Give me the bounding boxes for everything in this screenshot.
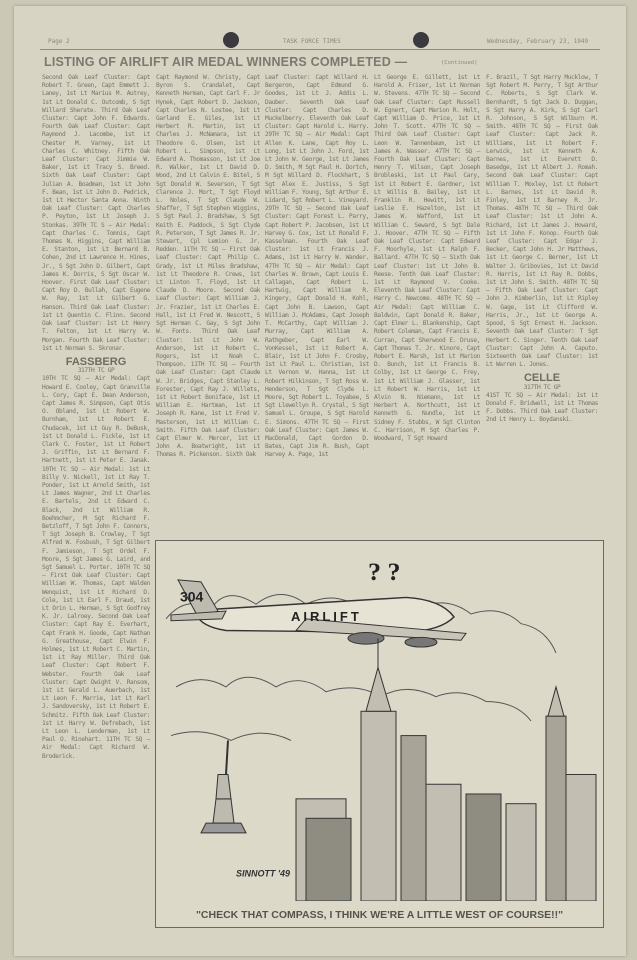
city-skyline bbox=[296, 638, 596, 901]
group-subheading: 317TH TC GP bbox=[77, 367, 115, 375]
punch-hole bbox=[413, 32, 429, 48]
group-subheading: 317TH TC GP bbox=[523, 383, 561, 391]
statue-of-liberty bbox=[201, 740, 246, 832]
article-text: Lt George E. Gillett, 1st Lt Harold A. Friser, 1st Lt Norman W. Stevens. 47TH TC SQ — Second Oak Leaf Cluster: Capt Russell W. Egnert, Capt Marion R. Holt, Capt William D. Price, 1st Lt John T. Scott. 47TH TC SQ — Third Oak Leaf Cluster: Capt Leon W. Tannenbaum, 1st Lt James A. Wasser. 47TH TC SQ — Fourth Oak Leaf Cluster: Capt Henry T. Wilson, Capt Joseph Brobleski, 1st Lt Paul Cary, 1st Lt Robert E. Gardner, 1st Lt Willis B. Bailey, 1st Lt Franklin R. Hewitt, 1st Lt Leslie E. Hazelton, 1st Lt James W. Wafford, 1st Lt William C. Seward, S Sgt Dale J. Hoover. 47TH TC SQ — Fifth Oak Leaf Cluster: Capt Edward F. Moorhyle, 1st Lt Ralph F. Ballard. 47TH TC SQ — Sixth Oak Leaf Cluster: 1st Lt John B. Reese. Tenth Oak Leaf Cluster: 1st Lt Raymond V. Cooke. Eleventh Oak Leaf Cluster: Capt Harry C. Newcome. 48TH TC SQ — Air Medal: Capt William C. Baldwin, Capt Donald R. Baker, Capt Elmer L. Blankenship, Capt Robert Coleman, Capt Francis E. Curran, Capt Sherwood E. Druse, Capt Thomas T. Jr. Kinore, Capt Robert E. Marsh, 1st Lt Marion D. Bunch, 1st Lt Francis B. Colby, 1st Lt George C. Frey, 1st Lt William J. Glasser, 1st Lt Robert W. Harris, 1st Lt Alvin N. Niemann, 1st Lt Herbert A. Northcutt, 1st Lt Kenneth G. Nundle, 1st Lt Sidney F. Stubbs, W Sgt Clinton C. Harrison, M Sgt Charles P. Woodward, T Sgt Howard bbox=[374, 74, 480, 442]
article-text: Capt Raymond W. Christy, Capt Byron S. Crandalet, Capt Kenneth Herman, Capt Carl F. Jr Hynek, Capt Robert D. Jackson, Capt Charles N. Lostee, 1st Lt Garland E. Giles, 1st Lt Herbert R. Martin, 1st Lt Charles J. McNamara, 1st Lt Theodore G. Olsen, 1st Lt Robert L. Simpson, 1st Lt Edward A. Thomasson, 1st Lt Joe R. Walker, 1st Lt David D. Wood, 2nd Lt Calvin E. Bitel, S Sgt Donald W. Severson, T Sgt Clarence J. Mort, T Sgt Floyd L. Noles, T Sgt Claude W. Shaffer, T Sgt Stephen Wiggins, S Sgt Paul J. Bradshaw, S Sgt Keith E. Paddock, S Sgt Clyde R. Peterson, T Sgt James R. Jr. Stewart, Cpl Lemion G. Jr. Redden. 11TH TC SQ — First Oak Leaf Cluster: Capt Philip C. Grady, 1st Lt Miles Bradshaw, 1st Lt Theodore R. Crews, 1st Lt Linton T. Floyd, 1st Lt Claude D. Moore. Second Oak Leaf Cluster: Capt William J. Jr. Frazier, 1st Lt Charles E. Hall, 1st Lt Fred W. Nescott, S Sgt Herman C. Gay, S Sgt John W. Fonts. Third Oak Leaf Cluster: 1st Lt John W. Anderson, 1st Lt Robert C. Rogers, 1st Lt Noah C. Thompson. 11TH TC SQ — Fourth Oak Leaf Cluster: Capt Claude W. Jr. Bridges, Capt Stanley L. Forester, Capt Ray J. Willets, 1st Lt Robert Boniface, 1st Lt William E. Hartman, 1st Lt Joseph R. Kane, 1st Lt Fred V. Masterson, 1st Lt William C. Smith. Fifth Oak Leaf Cluster: Capt Elmer W. Mercer, 1st Lt John A. Boatwright, 1st Lt Thomas R. Pickenson. Sixth Oak bbox=[156, 74, 260, 459]
issue-date: Wednesday, February 23, 1949 bbox=[487, 38, 589, 45]
column-3 bbox=[265, 74, 369, 536]
page-number: Page 2 bbox=[48, 38, 70, 45]
headline: LISTING OF AIRLIFT AIR MEDAL WINNERS COMPLETED — bbox=[44, 55, 408, 69]
article-text: Second Oak Leaf Cluster: Capt Robert T. Green, Capt Emmett J. Laney, 1st Lt Marius M. Autrey, 1st Lt Donald C. Outcomb, S Sgt Willard Sherate. Third Oak Leaf Cluster: Capt John F. Edwards. Fourth Oak Leaf Cluster: Capt Raymond J. Lacombe, 1st Lt Chester M. Varney, 1st Lt Charles C. Whitney. Fifth Oak Leaf Cluster: Capt Jimmie W. Baker, 1st Lt Tracy S. Breed. Sixth Oak Leaf Cluster: Capt Julian A. Boadman, 1st Lt John F. Bean, 1st Lt John D. Pedrick, 1st Lt Hector Santa Anna. Ninth Oak Leaf Cluster: Capt Charles P. Peyton, 1st Lt Joseph J. Stonkas. 39TH TC S — Air Medal: Capt Charles C. Tomnis, Capt Thomas N. Higgins, Capt William E. Stanton, 1st Lt Bernard B. Cohen, 2nd Lt Lawrence H. Hines, Jr., S Sgt John D. Gilbert, Capt James K. Dorris, S Sgt Oscar W. Hoover. First Oak Leaf Cluster: Capt Roy D. Bullah, Capt Eugene W. Ray, 1st Lt Gilbert G. Hanson. Third Oak Leaf Cluster: 1st Lt Quentin C. Flinn. Second Oak Leaf Cluster: 1st Lt Henry T. Felton, 1st Lt Harry W. Morgan. Fourth Oak Leaf Cluster: 1st Lt Norman S. Skronar. bbox=[42, 74, 150, 352]
plane-label: AIRLIFT bbox=[291, 608, 362, 624]
article-text: 41ST TC SQ — Air Medal: 1st Lt Donald F. Bridwell, 1st Lt Thomas F. Dobbs. Third Oak Leaf Cluster: 2nd Lt Henry L. Boydanski. bbox=[486, 391, 598, 424]
article-text: 10TH TC SQ — Air Medal: Capt Howard E. Cooley, Capt Granville L. Cory, Capt E. Dean Anderson, Capt James R. Simpson, Capt Otis O. Obland, 1st Lt Robert W. Burnham, 1st Lt Robert E. Chudacek, 1st Lt Guy R. DeBusk, 1st Lt Donald L. Fickle, 1st Lt Clark C. Foster, 1st Lt Robert J. Griffin, 1st Lt Bernard F. Hartnett, 1st Lt Peter E. Janak. 10TH TC SQ — Air Medal: 1st Lt Billy V. Nickell, 1st Lt Ray T. Ponder, 1st Lt Arnold Smith, 1st Lt James Wagner, 2nd Lt Charles E. Bartels, 2nd Lt Edward C. Black, 2nd Lt William R. Boehmcher, M Sgt Richard F. Betzloff, T Sgt John F. Connors, T Sgt Joseph B. Crowley, T Sgt Alfred W. Fosbush, T Sgt Gilbert F. Jamieson, T Sgt Ordel F. Moore, S Sgt James G. Laird, and Sgt Samuel L. Porter. 10TH TC SQ — First Oak Leaf Cluster: Capt William W. Thomas, Capt Walden Wenquist, 1st Lt Richard D. Cole, 1st Lt Earl F. Draud, 1st Lt Orin L. Herman, S Sgt Godfrey K. Jr. Lalroey. Second Oak Leaf Cluster: Capt Ray E. Everhart, Capt Frank H. Goode, Capt Nathan G. Greathouse, Capt Elwin F. Holmes, 1st Lt Robert C. Martin, 1st Lt Ray Miller. Third Oak Leaf Cluster: Capt Robert F. Webster. Fourth Oak Leaf Cluster: Capt Dwight V. Ransom, 1st Lt Gerald L. Auerbach, 1st Lt Leon F. Marrie, 1st Lt Karl J. Sandoversky, 1st Lt Robert E. Schmitz. Fifth Oak Leaf Cluster: 1st Lt Harry W. Defrebach, 1st Lt Leon L. Lenderman, 1st Lt Paul O. Rinehart. 11TH TC SQ — Air Medal: Capt Richard W. Broderick. bbox=[42, 375, 150, 760]
punch-hole bbox=[223, 32, 239, 48]
article-text: F. Brazil, T Sgt Harry Mucklow, T Sgt Robert M. Perry, T Sgt Arthur C. Roberts, S Sgt Clark W. Bernhardt, S Sgt Jack D. Duggan, S Sgt Harry A. Kirk, S Sgt Carl R. Johnson, S Sgt Wilburn M. Smith. 48TH TC SQ — First Oak Leaf Cluster: Capt Jack R. Williams, 1st Lt Robert F. Lerwick, 1st Lt Kenneth A. Barnes, 1st Lt Everett D. Basedge, 1st Lt Albert J. Romah. Second Oak Leaf Cluster: Capt William T. Moxley, 1st Lt Robert L. Barnes, 1st Lt David R. Finley, 1st Lt Barney R. Jr. Thomas. 48TH TC SQ — Third Oak Leaf Cluster: 1st Lt John A. Richard, 1st Lt James J. Howard, 1st Lt John F. Konop. Fourth Oak Leaf Cluster: Capt Edgar J. Becker, Capt John H. Jr Matthews, 1st Lt George C. Berner, 1st Lt Walter J. Gribovies, 1st Lt David R. Harris, 1st Lt Ray R. Dobbs, 1st Lt John S. Smith. 48TH TC SQ — Fifth Oak Leaf Cluster: Capt John J. Kimberlin, 1st Lt Ripley W. Gage, 1st Lt Clifford W. Harris, Jr., 1st Lt George A. Spood, S Sgt Ernest H. Jackson. Seventh Oak Leaf Cluster: T Sgt Herbert C. Singer. Tenth Oak Leaf Cluster: Capt John A. Caputo. Sixteenth Oak Leaf Cluster: 1st Lt Warren L. Jones. bbox=[486, 74, 598, 369]
newspaper-name: TASK FORCE TIMES bbox=[283, 38, 341, 45]
plane-number: 304 bbox=[180, 588, 204, 605]
column-1 bbox=[42, 74, 150, 950]
section-heading-celle: CELLE bbox=[523, 372, 561, 385]
artist-signature: SINNOTT '49 bbox=[236, 868, 291, 879]
cartoon-caption: "CHECK THAT COMPASS, I THINK WE'RE A LITTLE WEST OF COURSE!!" bbox=[195, 909, 564, 921]
column-4 bbox=[374, 74, 480, 536]
section-heading-fassberg: FASSBERG bbox=[65, 355, 127, 368]
column-2 bbox=[156, 74, 260, 536]
continued-note: (Continued) bbox=[441, 60, 478, 66]
cloud bbox=[176, 677, 531, 721]
editorial-cartoon bbox=[155, 540, 604, 928]
header-rule bbox=[40, 49, 600, 50]
question-marks: ? ? bbox=[368, 557, 401, 586]
cartoon-drawing bbox=[156, 541, 603, 901]
cloud bbox=[171, 732, 291, 741]
column-5 bbox=[486, 74, 598, 536]
article-text: Leaf Cluster: Capt Willard H. Bergeron, Capt Edmund G. Goodes, 1st Lt J. Addis L. Dauber. Seventh Oak Leaf Cluster: Capt Charles D. Muckelberry. Eleventh Oak Leaf Cluster: Capt Harold L. Harry. 29TH TC SQ — Air Medal: Capt Allen K. Lane, Capt Roy L. Long, 1st Lt John J. Ford, 1st Lt John W. George, 1st Lt James D. Smith, M Sgt Paul H. Dortch, M Sgt Willard D. Flockhart, S Sgt Alex E. Justiss, S Sgt William F. Young, Sgt Arthur E. Lidard, Sgt Robert L. Vineyard. 29TH TC SQ — Second Oak Leaf Cluster: Capt Forest L. Parry, Capt Robert P. Jacobsen, 1st Lt Harvey G. Cox, 1st Lt Ronald F. Kasselman. Fourth Oak Leaf Cluster: 1st Lt Francis J. Adams, 1st Lt Harry W. Wander. 47TH TC SQ — Air Medal: Capt Charles W. Brown, Capt Louis E. Callagan, Capt Robert L. Hartwig, Capt William R. Kingery, Capt Donald H. Kohl, Capt John B. Lawson, Capt William J. McAdams, Capt Joseph T. McCarthy, Capt William J. Murray, Capt William A. Rathgeber, Capt Earl W. VonKessel, 1st Lt Robert A. Blair, 1st Lt John F. Crosby, 1st Lt Paul L. Christian, 1st Lt Vernon W. Hanna, 1st Lt Robert Hilkinson, T Sgt Ross W. Henderson, T Sgt Clyde L. Moore, Sgt Robert L. Toyabee, S Sgt Llewellyn R. Crystal, S Sgt Samuel L. Groupe, S Sgt Harold E. Simons. 47TH TC SQ — First Oak Leaf Cluster: Capt James W. MacDonald, Capt Gordon D. Bates, Capt Jim R. Bush, Capt Harvey A. Page, 1st bbox=[265, 74, 369, 459]
